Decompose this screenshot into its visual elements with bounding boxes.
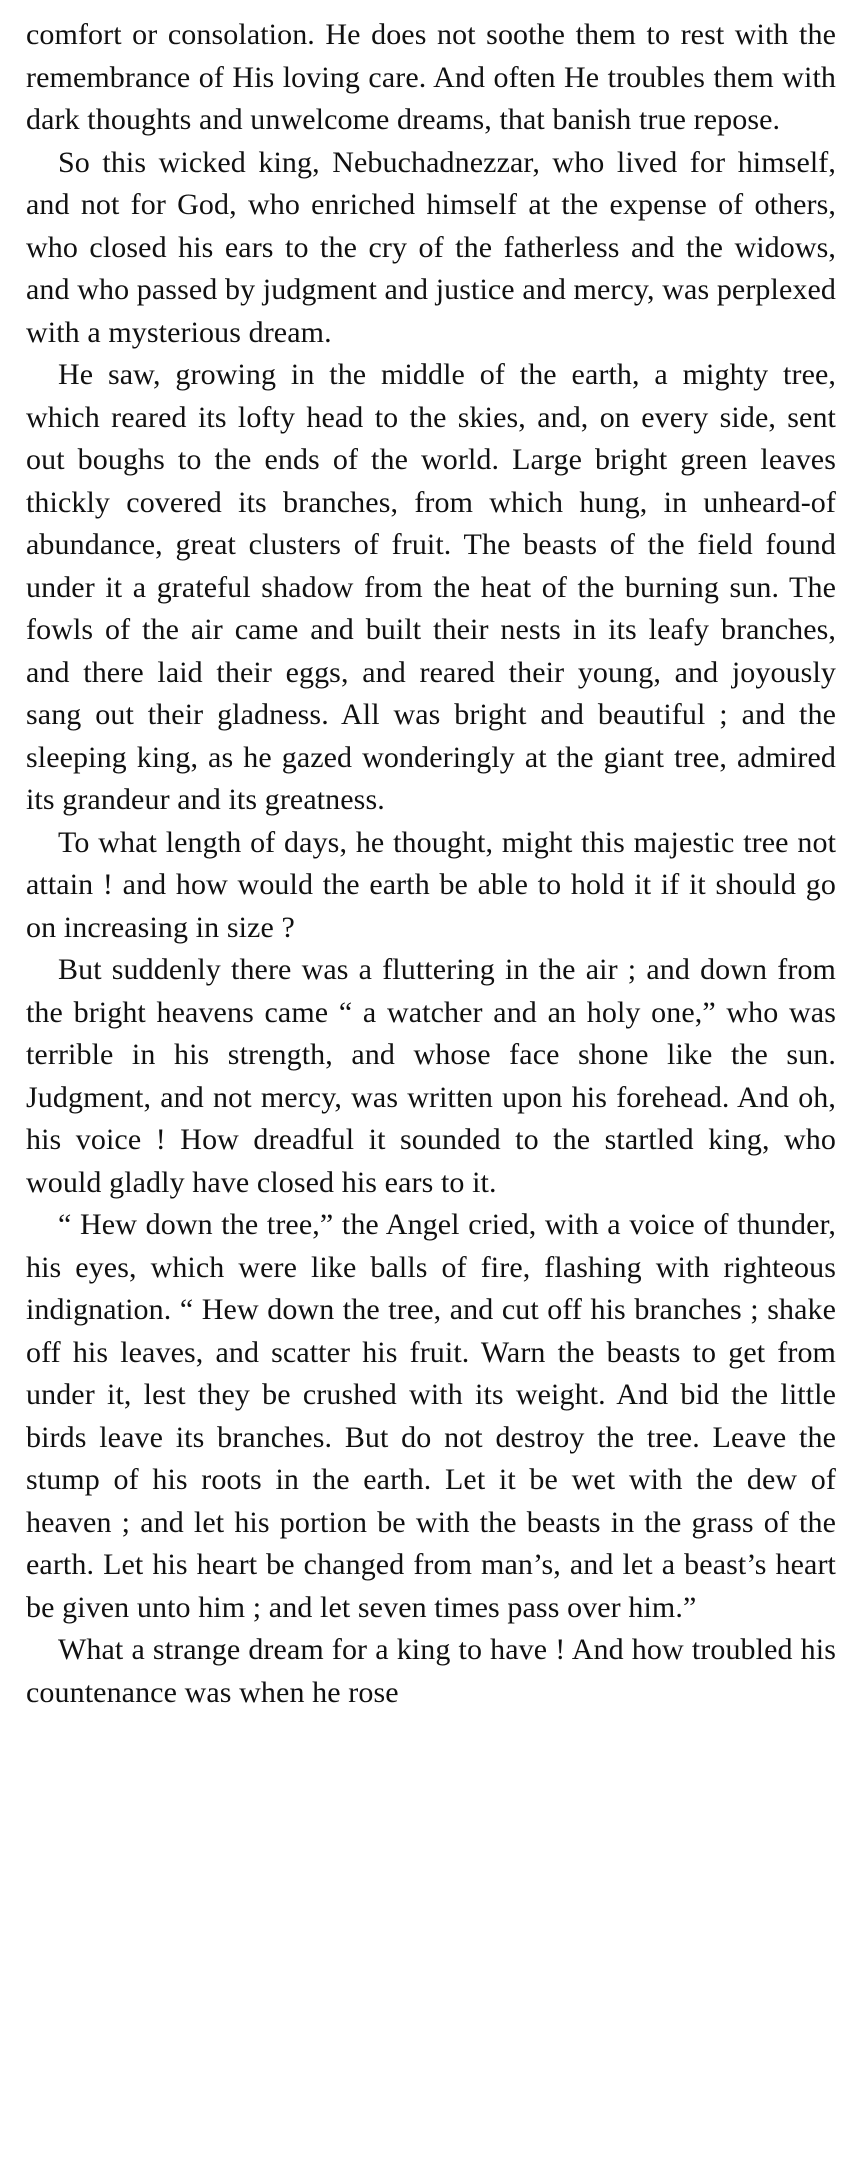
paragraph: To what length of days, he thought, might this majestic tree not attain ! and how would the earth be able to hold it if it should go on increasing in size ?	[26, 825, 836, 944]
paragraph: “ Hew down the tree,” the Angel cried, with a voice of thunder, his eyes, which were like balls of fire, flashing with righteous indignation. “ Hew down the tree, and cut off his branches ; shake off his leaves, and scatter his fruit. Warn the beasts to get from under it, lest they be crushed with its weight. And bid the little birds leave its branches. But do not destroy the tree. Leave the stump of his roots in the earth. Let it be wet with the dew of heaven ; and let his portion be with the beasts in the grass of the earth. Let his heart be changed from man’s, and let a beast’s heart be given unto him ; and let seven times pass over him.”	[26, 1208, 836, 1624]
book-page	[26, 14, 836, 1714]
paragraph: What a strange dream for a king to have ! And how troubled his countenance was when he rose	[26, 1633, 836, 1709]
paragraph: But suddenly there was a fluttering in the air ; and down from the bright heavens came “ a watcher and an holy one,” who was terrible in his strength, and whose face shone like the sun. Judgment, and not mercy, was written upon his forehead. And oh, his voice ! How dreadful it sounded to the startled king, who would gladly have closed his ears to it.	[26, 953, 836, 1199]
paragraph: So this wicked king, Nebuchadnezzar, who lived for himself, and not for God, who enriched himself at the expense of others, who closed his ears to the cry of the fatherless and the widows, and who passed by judgment and justice and mercy, was perplexed with a mysterious dream.	[26, 145, 836, 349]
paragraph: He saw, growing in the middle of the earth, a mighty tree, which reared its lofty head to the skies, and, on every side, sent out boughs to the ends of the world. Large bright green leaves thickly covered its branches, from which hung, in unheard-of abundance, great clusters of fruit. The beasts of the field found under it a grateful shadow from the heat of the burning sun. The fowls of the air came and built their nests in its leafy branches, and there laid their eggs, and reared their young, and joyously sang out their gladness. All was bright and beautiful ; and the sleeping king, as he gazed wonderingly at the giant tree, admired its grandeur and its greatness.	[26, 358, 836, 816]
paragraph-continued: comfort or consolation. He does not soothe them to rest with the remembrance of His loving care. And often He troubles them with dark thoughts and unwelcome dreams, that banish true repose.	[26, 18, 836, 136]
